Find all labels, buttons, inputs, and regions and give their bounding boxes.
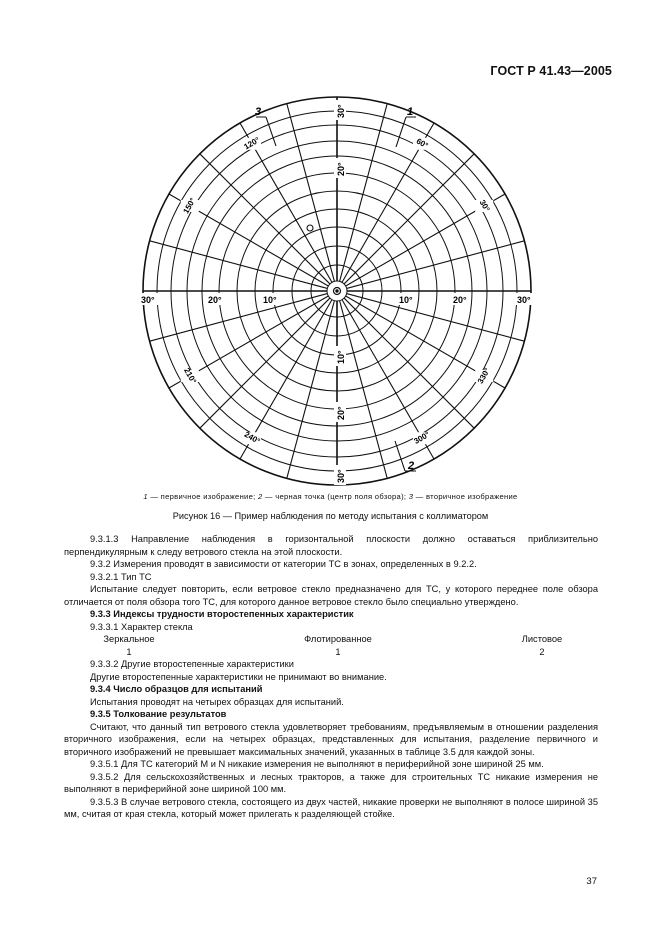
- paragraph: Другие второстепенные характеристики не принимают во внимание.: [90, 671, 387, 682]
- angle-label-240: 240°: [242, 429, 262, 446]
- pointer-label-1: 1: [407, 106, 414, 118]
- paragraph: Испытание следует повторить, если ветровое стекло предназначено для ТС, у которого переднее поле обзора отличается от поля обзора того ТС, для которого данное ветровое стекло было специально утверждено.: [64, 584, 598, 607]
- axis-label-down-20: 20°: [336, 406, 346, 420]
- paragraph: 9.3.5.1 Для ТС категорий М и N никакие измерения не выполняют в периферийной зоне шириной 25 мм.: [90, 759, 544, 769]
- table-cell: Зеркальное: [103, 634, 155, 644]
- figure-caption: Рисунок 16 — Пример наблюдения по методу испытания с коллиматором: [172, 511, 489, 521]
- axis-label-right-10: 10°: [399, 295, 413, 305]
- paragraph: 9.3.3.1 Характер стекла: [90, 621, 193, 632]
- page-number: 37: [586, 876, 597, 887]
- section-heading: 9.3.3 Индексы трудности второстепенных характеристик: [90, 609, 354, 619]
- paragraph: 9.3.5.2 Для сельскохозяйственных и лесных тракторов, а также для строительных ТС никакие измерения не выполняют в периферийной зоне шириной 100 мм.: [64, 771, 598, 794]
- table-cell: 1: [335, 646, 341, 657]
- axis-label-left-10: 10°: [263, 295, 277, 305]
- body-text: [64, 533, 598, 821]
- radial-line: [200, 154, 330, 284]
- glass-type-table-header: [64, 633, 598, 646]
- paragraph: Испытания проводят на четырех образцах для испытаний.: [90, 696, 344, 707]
- paragraph: 9.3.5.3 В случае ветрового стекла, состоящего из двух частей, никакие проверки не выполняют в полосе шириной 35 мм, считая от края стекла, который может прилегать к разделяющей стойке.: [64, 796, 598, 819]
- angle-label-210: 210°: [182, 366, 199, 386]
- table-cell: Листовое: [521, 634, 563, 644]
- axis-label-top-30: 30°: [336, 104, 346, 118]
- table-cell: Флотированное: [304, 634, 372, 644]
- angle-label-60: 60°: [414, 136, 430, 151]
- axis-label-down-10: 10°: [336, 350, 346, 364]
- axis-label-right-20: 20°: [453, 295, 467, 305]
- table-cell: 1: [126, 646, 132, 657]
- axis-label-up-20: 20°: [336, 162, 346, 176]
- paragraph: 9.3.3.2 Другие второстепенные характеристики: [90, 659, 294, 669]
- glass-type-table-values: [64, 646, 598, 659]
- table-cell: 2: [539, 646, 545, 657]
- paragraph: 9.3.2 Измерения проводят в зависимости от категории ТС в зонах, определенных в 9.2.2.: [90, 559, 477, 569]
- center-mark: [334, 288, 341, 295]
- radial-line: [344, 298, 474, 428]
- document-code: ГОСТ Р 41.43—2005: [490, 64, 612, 78]
- angle-label-30: 30°: [477, 198, 492, 214]
- angle-label-300: 300°: [412, 429, 432, 446]
- radial-line: [200, 298, 330, 428]
- axis-label-left-20: 20°: [208, 295, 222, 305]
- angle-label-330: 330°: [475, 366, 492, 386]
- paragraph: 9.3.1.3 Направление наблюдения в горизонтальной плоскости должно оставаться приблизительно перпендикулярным к следу ветрового стекла на этой плоскости.: [64, 534, 598, 557]
- angle-label-150: 150°: [181, 196, 198, 216]
- paragraph: Считают, что данный тип ветрового стекла удовлетворяет требованиям, предъявляемым в отношении разделения вторичного изображения, если на четырех образцах, представленных для испытания, разделение первичного и вторичного изображений не превышает максимальных значений, указанных в таблице 3.5 для каждой зоны.: [64, 721, 598, 757]
- secondary-image-mark: [307, 225, 313, 231]
- radial-line: [344, 154, 474, 284]
- section-heading: 9.3.4 Число образцов для испытаний: [90, 684, 263, 694]
- axis-label-bottom-30: 30°: [336, 469, 346, 483]
- section-heading: 9.3.5 Толкование результатов: [90, 709, 227, 719]
- pointer-label-2: 2: [408, 460, 415, 472]
- axis-label-left-30: 30°: [141, 295, 155, 305]
- angle-label-120: 120°: [242, 135, 262, 152]
- paragraph: 9.3.2.1 Тип ТС: [90, 571, 152, 582]
- pointer-label-3: 3: [255, 106, 262, 118]
- figure-legend: 1 — первичное изображение; 2 — черная точка (центр поля обзора); 3 — вторичное изображение: [143, 492, 518, 501]
- axis-label-right-30: 30°: [517, 295, 531, 305]
